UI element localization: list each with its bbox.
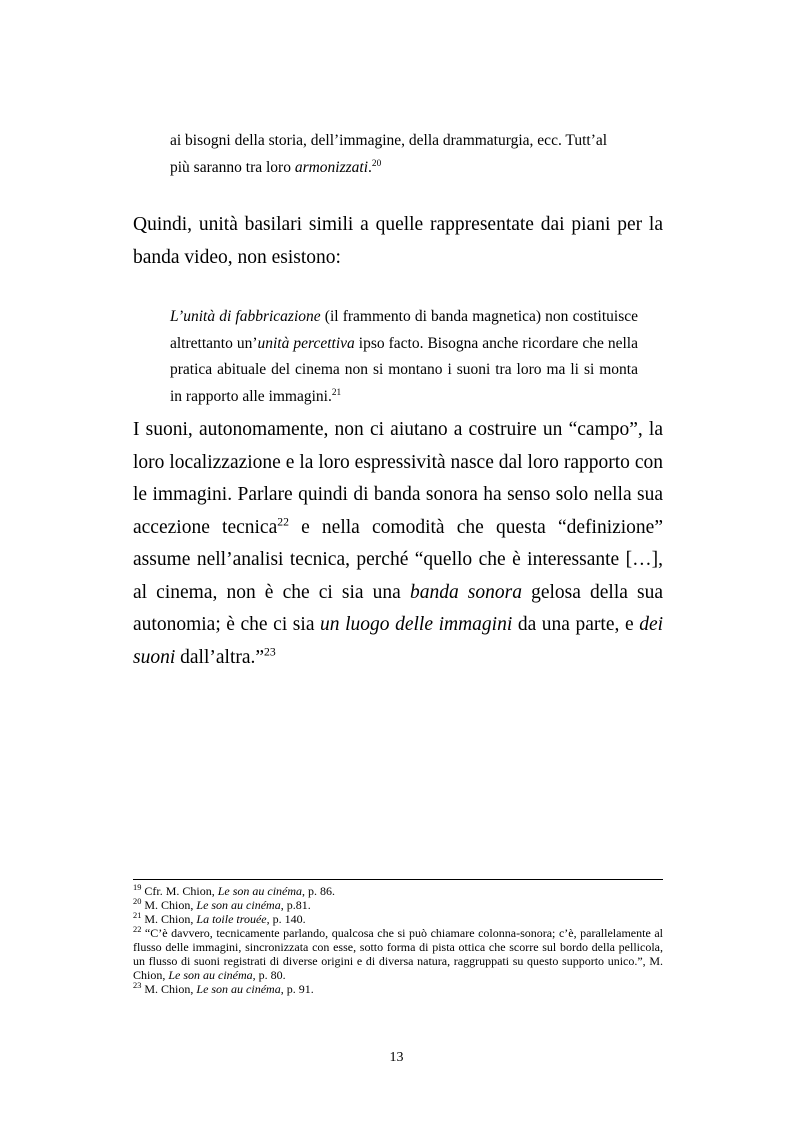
footnote-text-end: , p. 80.: [252, 968, 286, 982]
quote-1-emphasis: armonizzati: [294, 158, 369, 176]
footnote-ref-21: 21: [331, 387, 342, 398]
paragraph-2-part-1: I suoni, autonomamente, non ci aiutano a costruire un “campo”, la loro localizzazione e la loro espressività nasce dal loro rapporto con le immagini. Parlare quindi di banda sonora ha senso solo nella sua accezione tecnica: [133, 419, 663, 538]
footnote-text-end: , p. 91.: [280, 982, 314, 996]
footnote-title: Le son au cinéma: [168, 968, 253, 982]
quote-1-text-end: .: [368, 158, 372, 176]
footnote-title: Le son au cinéma: [196, 898, 281, 912]
quote-1-text: più saranno tra loro: [170, 158, 295, 176]
footnote-number: 19: [133, 883, 142, 892]
paragraph-1-line-2: banda video, non esistono:: [133, 246, 341, 268]
footnote-number: 22: [133, 925, 142, 934]
footnote-title: Le son au cinéma: [217, 884, 303, 898]
footnote-separator: [133, 879, 663, 880]
footnote-ref-22: 22: [277, 515, 289, 528]
footnote-title: La toile trouée: [196, 912, 267, 926]
paragraph-2-emphasis-3: dei suoni: [133, 614, 664, 668]
footnote-text: “C’è davvero, tecnicamente parlando, qualcosa che si può chiamare colonna-sonora; c’è, parallelamente al flusso delle immagini, sincronizzata con esse, sotto forma di pista ottica che scorre sul bordo della pellicola, un flusso di suoni registrati di diverse origini e di diversa natura, raggruppati su questo supporto unico.”, M. Chion,: [133, 926, 663, 982]
paragraph-2-part-4: da una parte, e: [512, 614, 640, 635]
quote-1-line-1: ai bisogni della storia, dell’immagine, della drammaturgia, ecc. Tutt’al: [170, 132, 608, 149]
paragraph-2: [133, 414, 663, 674]
footnote-20: [133, 898, 663, 912]
block-quote-2: [170, 304, 638, 410]
quote-2-emphasis-1: L’unità di fabbricazione: [170, 308, 321, 325]
footnote-23: [133, 982, 663, 996]
footnote-text-end: , p. 140.: [266, 912, 306, 926]
footnote-text: M. Chion,: [141, 982, 197, 996]
footnote-text-end: , p. 86.: [302, 884, 336, 898]
footnote-ref-20: 20: [371, 158, 382, 169]
quote-2-emphasis-2: unità percettiva: [257, 334, 355, 352]
paragraph-1-line-1: Quindi, unità basilari simili a quelle rappresentate dai piani per la: [133, 214, 663, 235]
footnote-text-end: , p.81.: [280, 898, 311, 912]
paragraph-2-part-5: dall’altra.”: [175, 646, 265, 668]
footnote-ref-23: 23: [264, 645, 276, 658]
footnote-number: 20: [133, 897, 142, 906]
footnotes: [133, 884, 663, 996]
footnote-text: M. Chion,: [141, 912, 197, 926]
paragraph-2-emphasis-1: banda sonora: [409, 581, 522, 603]
quote-2-text: [170, 304, 638, 410]
footnote-number: 21: [133, 911, 142, 920]
paragraph-2-part-2: e nella comodità che questa “definizione” assume nell’analisi tecnica, perché “quello che è interessante […], al cinema, non è che ci sia una: [133, 516, 663, 603]
footnote-19: [133, 884, 663, 898]
footnote-22: [133, 926, 663, 982]
block-quote-1: [170, 128, 638, 181]
paragraph-2-emphasis-2: un luogo delle immagini: [320, 614, 513, 635]
footnote-number: 23: [133, 981, 142, 990]
paragraph-2-text: [133, 414, 663, 674]
paragraph-2-part-3: gelosa della sua autonomia; è che ci sia: [133, 581, 663, 635]
footnote-text: Cfr. M. Chion,: [141, 884, 218, 898]
page-number: 13: [389, 1050, 404, 1065]
paragraph-1: [133, 209, 663, 274]
footnote-title: Le son au cinéma: [196, 982, 281, 996]
quote-2-part-2: ipso facto. Bisogna anche ricordare che nella pratica abituale del cinema non si montano i suoni tra loro ma li si monta in rapporto alle immagini.: [170, 334, 638, 405]
footnote-21: [133, 912, 663, 926]
footnote-text: M. Chion,: [141, 898, 197, 912]
quote-1-line-2: [170, 155, 638, 182]
quote-2-part-1: (il frammento di banda magnetica) non costituisce altrettanto un’: [170, 308, 638, 352]
